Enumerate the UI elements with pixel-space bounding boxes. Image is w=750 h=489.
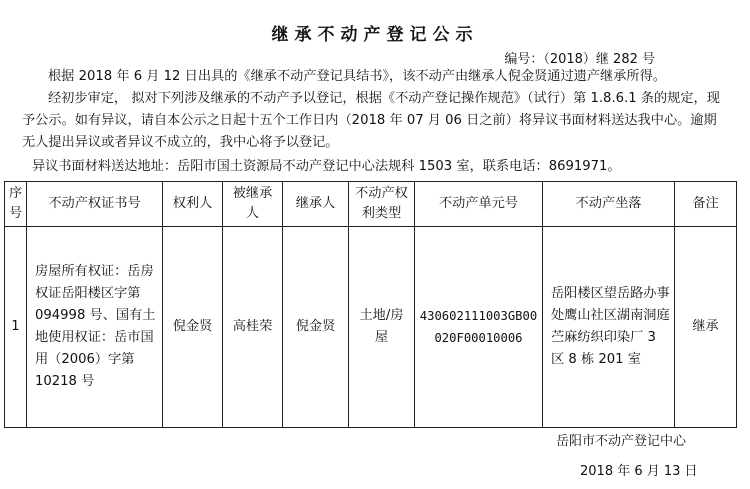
cell-right-type: 土地/房屋 [349,227,415,428]
page-title: 继承不动产登记公示 [271,25,479,45]
paragraph-basis: 根据 2018 年 6 月 12 日出具的《继承不动产登记具结书》，该不动产由继承人倪金贤通过遗产继承所得。 [48,69,666,84]
header-decedent: 被继承人 [223,182,283,227]
table-header-row [5,182,737,227]
header-location: 不动产坐落 [543,182,675,227]
issue-date: 2018 年 6 月 13 日 [580,464,698,479]
property-table [4,181,737,428]
paragraph-address: 异议书面材料送达地址：岳阳市国土资源局不动产登记中心法规科 1503 室，联系电话：8691971。 [32,159,621,174]
cell-holder: 倪金贤 [163,227,223,428]
header-right-type: 不动产权利类型 [349,182,415,227]
issuing-organization: 岳阳市不动产登记中心 [556,434,687,449]
header-holder: 权利人 [163,182,223,227]
cell-heir: 倪金贤 [283,227,349,428]
document-number: 编号：（2018）继 282 号 [504,52,655,67]
paragraph-notice: 经初步审定， 拟对下列涉及继承的不动产予以登记，根据《不动产登记操作规范》（试行）第 1.8.6.1 条的规定，现予公示。如有异议，请自本公示之日起十五个工作日内（2018 年 07 月 06 日之前）将异议书面材料送达我中心。逾期无人提出异议或者异议不成立的，我中心将予以登记。 [22,91,720,150]
table-row [5,227,737,428]
cell-unit-no: 430602111003GB00020F00010006 [415,227,543,428]
cell-remark: 继承 [675,227,737,428]
cell-cert: 房屋所有权证：岳房权证岳阳楼区字第 094998 号、国有土地使用权证：岳市国用（2006）字第 10218 号 [27,227,163,428]
header-seq: 序号 [5,182,27,227]
cell-decedent: 高桂荣 [223,227,283,428]
cell-location: 岳阳楼区望岳路办事处鹰山社区湖南洞庭苎麻纺织印染厂 3 区 8 栋 201 室 [543,227,675,428]
header-remark: 备注 [675,182,737,227]
header-unit-no: 不动产单元号 [415,182,543,227]
cell-seq: 1 [5,227,27,428]
header-heir: 继承人 [283,182,349,227]
header-cert: 不动产权证书号 [27,182,163,227]
